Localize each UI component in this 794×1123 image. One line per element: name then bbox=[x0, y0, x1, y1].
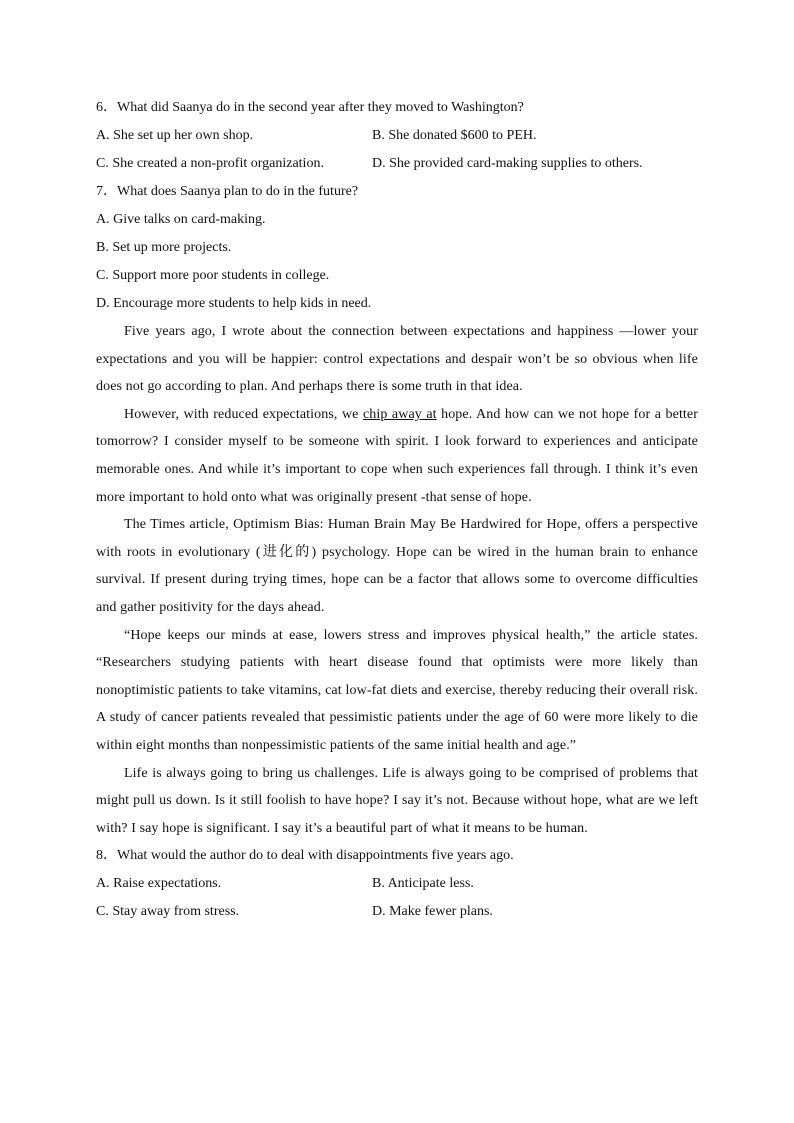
paragraph-2-text-after: hope. And how can we not hope for a better tomorrow? I consider myself to be someone with spirit. I look forward to experiences and anticipate memorable ones. And while it’s important to cope when such experiences fall through. I think it’s even more important to hold onto what was originally present -that sense of hope. bbox=[96, 406, 698, 505]
question-8-stem: 8．What would the author do to deal with disappointments five years ago. bbox=[96, 848, 514, 864]
question-7-stem: 7．What does Saanya plan to do in the future? bbox=[96, 184, 359, 199]
question-8-option-b[interactable]: B. Anticipate less. bbox=[372, 876, 474, 892]
question-8-options-row-1 bbox=[96, 870, 698, 898]
question-8-options-row-2 bbox=[96, 898, 698, 926]
question-6-option-d[interactable]: D. She provided card-making supplies to others. bbox=[372, 156, 643, 171]
question-7-option-b[interactable]: B. Set up more projects. bbox=[96, 240, 232, 255]
page-content bbox=[96, 94, 698, 926]
paragraph-2-text-before: However, with reduced expectations, we bbox=[124, 406, 363, 422]
question-6-options-row-2 bbox=[96, 150, 698, 178]
passage-paragraph-5: Life is always going to bring us challenges. Life is always going to be comprised of problems that might pull us down. Is it still foolish to have hope? I say it’s not. Because without hope, what are we left with? I say hope is significant. I say it’s a beautiful part of what it means to be human. bbox=[96, 765, 698, 836]
question-6-options-row-1 bbox=[96, 122, 698, 150]
question-8-option-c[interactable]: C. Stay away from stress. bbox=[96, 904, 240, 920]
question-7-option-d[interactable]: D. Encourage more students to help kids in need. bbox=[96, 296, 372, 311]
question-7-option-a[interactable]: A. Give talks on card-making. bbox=[96, 212, 266, 227]
underlined-phrase: chip away at bbox=[362, 406, 437, 422]
passage-paragraph-2 bbox=[96, 401, 698, 511]
question-6-option-c[interactable]: C. She created a non-profit organization. bbox=[96, 156, 324, 171]
question-6-option-b[interactable]: B. She donated $600 to PEH. bbox=[372, 128, 537, 143]
question-8-option-d[interactable]: D. Make fewer plans. bbox=[372, 904, 493, 920]
question-7-option-c[interactable]: C. Support more poor students in college. bbox=[96, 268, 330, 283]
passage-paragraph-3: The Times article, Optimism Bias: Human Brain May Be Hardwired for Hope, offers a perspective with roots in evolutionary (进化的) psychology. Hope can be wired in the human brain to enhance survival. If present during trying times, hope can be a factor that allows some to overcome difficulties and gather positivity for the days ahead. bbox=[96, 517, 698, 615]
passage-paragraph-4: “Hope keeps our minds at ease, lowers stress and improves physical health,” the article states. “Researchers studying patients with heart disease found that optimists were more likely than nonoptimistic patients to take vitamins, cat low-fat diets and exercise, thereby reducing their overall risk. A study of cancer patients revealed that pessimistic patients under the age of 60 were more likely to die within eight months than nonpessimistic patients of the same initial health and age.” bbox=[96, 627, 698, 753]
question-6-option-a[interactable]: A. She set up her own shop. bbox=[96, 128, 254, 143]
passage-paragraph-1: Five years ago, I wrote about the connection between expectations and happiness —lower your expectations and you will be happier: control expectations and despair won’t be so obvious when life does not go according to plan. And perhaps there is some truth in that idea. bbox=[96, 324, 698, 395]
question-6-stem: 6．What did Saanya do in the second year after they moved to Washington? bbox=[96, 100, 524, 115]
question-8-option-a[interactable]: A. Raise expectations. bbox=[96, 876, 222, 892]
